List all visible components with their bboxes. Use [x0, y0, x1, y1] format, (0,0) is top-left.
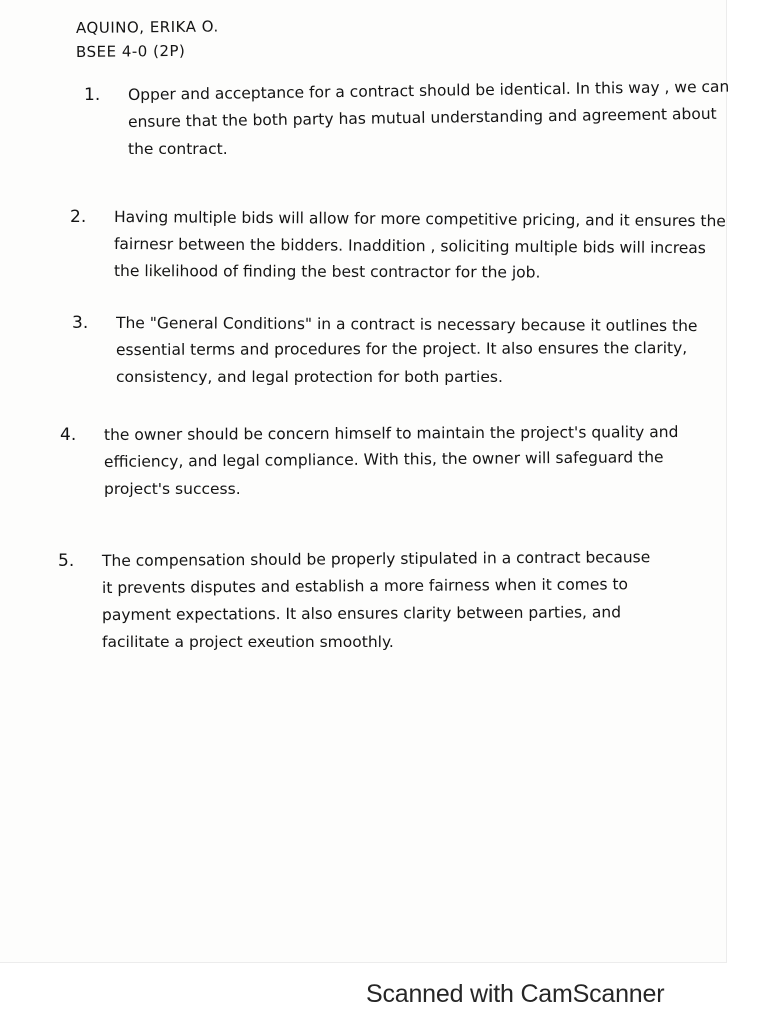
answer-4-line-2: efficiency, and legal compliance. With this, the owner will safeguard the — [103, 448, 664, 471]
answer-3-line-2: essential terms and procedures for the project. It also ensures the clarity, — [115, 339, 688, 359]
answer-1-text — [127, 77, 748, 163]
answer-2-line-3: the likelihood of finding the best contractor for the job. — [113, 262, 541, 282]
answer-2-line-1: Having multiple bids will allow for more competitive pricing, and it ensures the — [113, 208, 726, 231]
answer-4-line-3: project's success. — [104, 480, 241, 498]
answer-2-text — [114, 204, 734, 285]
answer-5-number: 5. — [58, 551, 75, 571]
answer-5-line-4: facilitate a project exeution smoothly. — [102, 633, 394, 651]
answer-2-line-2: fairnesr between the bidders. Inaddition , soliciting multiple bids will increas — [113, 235, 706, 258]
camscanner-watermark: Scanned with CamScanner — [366, 980, 665, 1008]
answer-5-line-2: it prevents disputes and establish a more fairness when it comes to — [101, 575, 629, 597]
student-section: BSEE 4-0 (2P) — [75, 41, 186, 61]
answer-4-line-1: the owner should be concern himself to maintain the project's quality and — [103, 422, 679, 444]
answer-4-text — [104, 422, 724, 503]
answer-5-line-3: payment expectations. It also ensures clarity between parties, and — [101, 603, 622, 624]
answer-5-line-1: The compensation should be properly stipulated in a contract because — [101, 548, 651, 570]
answer-3-line-1: The "General Conditions" in a contract is necessary because it outlines the — [115, 314, 698, 336]
answer-3-text — [116, 310, 736, 391]
student-name: AQUINO, ERIKA O. — [75, 17, 219, 37]
answer-1-line-2: ensure that the both party has mutual understanding and agreement about — [127, 104, 717, 131]
answer-3-number: 3. — [72, 313, 89, 333]
answer-5-text — [102, 548, 722, 656]
answer-2-number: 2. — [70, 207, 87, 227]
answer-1-line-3: the contract. — [128, 140, 228, 158]
answer-1-line-1: Opper and acceptance for a contract should be identical. In this way , we can — [127, 77, 730, 104]
student-header — [76, 16, 219, 64]
answer-3-line-3: consistency, and legal protection for both parties. — [116, 368, 503, 386]
answer-4-number: 4. — [60, 425, 77, 445]
answer-1-number: 1. — [84, 85, 101, 105]
